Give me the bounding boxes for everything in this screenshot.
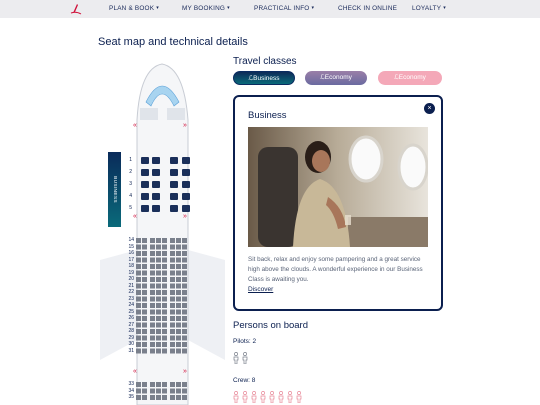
- row-number: 24: [128, 302, 134, 308]
- crew-icon: [296, 391, 302, 403]
- row-number: 22: [128, 289, 134, 295]
- exit-chevron-icon: »: [183, 368, 187, 375]
- economy-seat[interactable]: [170, 258, 175, 263]
- economy-seat[interactable]: [142, 284, 147, 289]
- economy-seat[interactable]: [142, 382, 147, 387]
- economy-seat[interactable]: [162, 245, 167, 250]
- economy-seat[interactable]: [142, 271, 147, 276]
- economy-seat[interactable]: [136, 395, 141, 400]
- economy-seat[interactable]: [162, 329, 167, 334]
- economy-seat[interactable]: [156, 238, 161, 243]
- economy-seat[interactable]: [170, 323, 175, 328]
- economy-seat[interactable]: [150, 290, 155, 295]
- economy-seat[interactable]: [170, 342, 175, 347]
- economy-seat[interactable]: [156, 303, 161, 308]
- economy-seat[interactable]: [150, 342, 155, 347]
- card-description: Sit back, relax and enjoy some pampering and a great service high above the clouds. A wonderful experience in our Business Class is awaiting you.: [248, 256, 423, 283]
- economy-seat[interactable]: [142, 310, 147, 315]
- exit-chevron-icon: «: [133, 368, 137, 375]
- economy-seat[interactable]: [170, 238, 175, 243]
- economy-seat[interactable]: [142, 342, 147, 347]
- close-icon[interactable]: ×: [424, 103, 435, 114]
- economy-seat[interactable]: [176, 342, 181, 347]
- economy-seat[interactable]: [150, 310, 155, 315]
- economy-seat[interactable]: [142, 303, 147, 308]
- economy-seat[interactable]: [176, 389, 181, 394]
- crew-icon: [242, 391, 248, 403]
- pilot-icon: [242, 352, 248, 364]
- economy-seat[interactable]: [182, 277, 187, 282]
- economy-class-button[interactable]: ℒEconomy: [305, 71, 367, 85]
- economy-seat[interactable]: [162, 389, 167, 394]
- business-seat[interactable]: [141, 193, 149, 200]
- row-number: 21: [128, 282, 134, 289]
- economy-seat[interactable]: [170, 284, 175, 289]
- economy-seat[interactable]: [136, 297, 141, 302]
- economy-seat[interactable]: [182, 303, 187, 308]
- row-number: 34: [128, 387, 134, 394]
- economy-seat[interactable]: [150, 258, 155, 263]
- economy-seat[interactable]: [182, 258, 187, 263]
- economy-seat[interactable]: [176, 395, 181, 400]
- economy-seat[interactable]: [136, 271, 141, 276]
- row-number: 18: [128, 263, 134, 269]
- nav-loyalty[interactable]: LOYALTY ▾: [412, 5, 446, 12]
- exit-chevron-icon: «: [133, 122, 137, 129]
- chevron-down-icon: ▾: [227, 5, 230, 11]
- economy-seat[interactable]: [156, 389, 161, 394]
- exit-chevron-icon: »: [183, 122, 187, 129]
- business-seat[interactable]: [170, 181, 178, 188]
- business-seat[interactable]: [182, 157, 190, 164]
- row-number: 17: [128, 256, 134, 263]
- economy-seat[interactable]: [136, 329, 141, 334]
- economy-seat[interactable]: [170, 245, 175, 250]
- economy-seat[interactable]: [170, 310, 175, 315]
- crew-icon: [260, 391, 266, 403]
- economy-seat[interactable]: [182, 382, 187, 387]
- economy-seat[interactable]: [182, 323, 187, 328]
- economy-seat[interactable]: [156, 329, 161, 334]
- economy-seat[interactable]: [176, 290, 181, 295]
- economy-seat[interactable]: [156, 277, 161, 282]
- business-seat[interactable]: [152, 169, 160, 176]
- economy-seat[interactable]: [136, 389, 141, 394]
- economy-seat[interactable]: [156, 258, 161, 263]
- economy-seat[interactable]: [142, 264, 147, 269]
- economy-seat[interactable]: [136, 382, 141, 387]
- economy-seat[interactable]: [182, 238, 187, 243]
- economy-seat[interactable]: [176, 277, 181, 282]
- economy-seat[interactable]: [176, 323, 181, 328]
- seat-map: [100, 60, 225, 405]
- top-nav-bar: [0, 0, 540, 18]
- economy-seat[interactable]: [182, 349, 187, 354]
- business-cabin-photo: [248, 127, 428, 247]
- economy-seat[interactable]: [162, 297, 167, 302]
- economy-seat[interactable]: [162, 290, 167, 295]
- economy-seat[interactable]: [150, 395, 155, 400]
- economy-seat[interactable]: [142, 251, 147, 256]
- economy-seat[interactable]: [176, 238, 181, 243]
- economy-seat[interactable]: [176, 271, 181, 276]
- economy-seat[interactable]: [150, 238, 155, 243]
- business-section-tab: BUSINESS: [108, 152, 121, 227]
- business-class-button[interactable]: ℒBusiness: [233, 71, 295, 85]
- economy-seat[interactable]: [170, 329, 175, 334]
- persons-on-board-title: Persons on board: [233, 320, 308, 331]
- row-number: 30: [128, 341, 134, 347]
- economy-seat[interactable]: [182, 389, 187, 394]
- economy-light-class-button[interactable]: ℒEconomy: [378, 71, 442, 85]
- economy-seat[interactable]: [182, 245, 187, 250]
- row-number: 20: [128, 276, 134, 282]
- economy-seat[interactable]: [162, 251, 167, 256]
- business-seat[interactable]: [182, 193, 190, 200]
- economy-seat[interactable]: [182, 271, 187, 276]
- economy-seat[interactable]: [162, 271, 167, 276]
- economy-seat[interactable]: [156, 316, 161, 321]
- economy-seat[interactable]: [170, 389, 175, 394]
- business-seat[interactable]: [141, 181, 149, 188]
- economy-seat[interactable]: [170, 395, 175, 400]
- economy-seat[interactable]: [170, 349, 175, 354]
- economy-seat[interactable]: [182, 297, 187, 302]
- economy-seat[interactable]: [182, 264, 187, 269]
- economy-seat[interactable]: [136, 316, 141, 321]
- economy-seat[interactable]: [162, 303, 167, 308]
- economy-seat[interactable]: [170, 382, 175, 387]
- economy-seat[interactable]: [150, 329, 155, 334]
- economy-seat[interactable]: [142, 245, 147, 250]
- crew-icon: [287, 391, 293, 403]
- airline-logo-icon[interactable]: [70, 2, 82, 15]
- business-seat[interactable]: [170, 193, 178, 200]
- economy-seat[interactable]: [162, 310, 167, 315]
- nav-plan-book[interactable]: PLAN & BOOK ▾: [109, 5, 159, 12]
- economy-seat[interactable]: [162, 264, 167, 269]
- economy-seat[interactable]: [150, 336, 155, 341]
- economy-seat[interactable]: [142, 290, 147, 295]
- pilots-label: Pilots: 2: [233, 338, 257, 345]
- row-number: 19: [128, 269, 134, 276]
- economy-seat[interactable]: [176, 258, 181, 263]
- economy-seat[interactable]: [182, 316, 187, 321]
- chevron-down-icon: ▾: [443, 5, 446, 11]
- economy-seat[interactable]: [142, 323, 147, 328]
- business-seat[interactable]: [170, 205, 178, 212]
- economy-seat[interactable]: [182, 395, 187, 400]
- economy-seat[interactable]: [162, 258, 167, 263]
- row-number: 15: [128, 243, 134, 250]
- economy-seat[interactable]: [136, 251, 141, 256]
- economy-seat[interactable]: [176, 284, 181, 289]
- economy-seat[interactable]: [150, 297, 155, 302]
- economy-seat[interactable]: [142, 349, 147, 354]
- row-number: 1: [129, 157, 132, 163]
- crew-icon: [233, 391, 239, 403]
- economy-seat[interactable]: [162, 382, 167, 387]
- economy-seat[interactable]: [170, 251, 175, 256]
- economy-seat[interactable]: [136, 245, 141, 250]
- economy-seat[interactable]: [156, 245, 161, 250]
- economy-seat[interactable]: [136, 342, 141, 347]
- card-title: Business: [248, 110, 287, 121]
- row-number: 28: [128, 328, 134, 334]
- business-seat[interactable]: [170, 157, 178, 164]
- economy-seat[interactable]: [162, 395, 167, 400]
- economy-seat[interactable]: [170, 336, 175, 341]
- economy-seat[interactable]: [162, 284, 167, 289]
- economy-seat[interactable]: [150, 389, 155, 394]
- economy-seat[interactable]: [170, 277, 175, 282]
- row-number: 14: [128, 237, 134, 243]
- economy-seat[interactable]: [156, 382, 161, 387]
- economy-seat[interactable]: [176, 297, 181, 302]
- economy-seat[interactable]: [162, 316, 167, 321]
- business-seat[interactable]: [141, 169, 149, 176]
- economy-seat[interactable]: [150, 316, 155, 321]
- row-number: 16: [128, 250, 134, 256]
- economy-seat[interactable]: [156, 349, 161, 354]
- travel-classes-title: Travel classes: [233, 56, 297, 67]
- discover-link[interactable]: Discover: [248, 286, 274, 293]
- economy-seat[interactable]: [170, 290, 175, 295]
- economy-seat[interactable]: [176, 316, 181, 321]
- row-number: 2: [129, 169, 132, 175]
- class-info-card: [233, 95, 443, 311]
- economy-seat[interactable]: [176, 382, 181, 387]
- page-title: Seat map and technical details: [98, 36, 248, 48]
- economy-seat[interactable]: [176, 336, 181, 341]
- economy-seat[interactable]: [162, 349, 167, 354]
- economy-seat[interactable]: [156, 251, 161, 256]
- economy-seat[interactable]: [150, 284, 155, 289]
- business-seat[interactable]: [152, 181, 160, 188]
- economy-seat[interactable]: [182, 329, 187, 334]
- row-number: 26: [128, 315, 134, 321]
- crew-icon: [251, 391, 257, 403]
- economy-seat[interactable]: [142, 395, 147, 400]
- row-number: 23: [128, 295, 134, 302]
- business-seat[interactable]: [182, 169, 190, 176]
- chevron-down-icon: ▾: [156, 5, 159, 11]
- economy-seat[interactable]: [142, 297, 147, 302]
- economy-seat[interactable]: [142, 316, 147, 321]
- row-number: 31: [128, 347, 134, 354]
- row-number: 25: [128, 308, 134, 315]
- economy-seat[interactable]: [136, 290, 141, 295]
- crew-label: Crew: 8: [233, 377, 256, 384]
- economy-seat[interactable]: [176, 310, 181, 315]
- economy-seat[interactable]: [176, 329, 181, 334]
- economy-seat[interactable]: [150, 264, 155, 269]
- economy-seat[interactable]: [136, 310, 141, 315]
- row-number: 35: [128, 394, 134, 400]
- economy-seat[interactable]: [136, 284, 141, 289]
- business-seat[interactable]: [141, 205, 149, 212]
- nav-practical-info[interactable]: PRACTICAL INFO ▾: [254, 5, 315, 12]
- economy-seat[interactable]: [142, 238, 147, 243]
- economy-seat[interactable]: [182, 310, 187, 315]
- economy-seat[interactable]: [176, 251, 181, 256]
- airline-glyph-icon: ℒ: [320, 74, 325, 81]
- economy-seat[interactable]: [156, 271, 161, 276]
- business-seat[interactable]: [182, 205, 190, 212]
- economy-seat[interactable]: [136, 323, 141, 328]
- economy-seat[interactable]: [136, 349, 141, 354]
- airline-glyph-icon: ℒ: [248, 75, 254, 82]
- pilot-icon: [233, 352, 239, 364]
- economy-seat[interactable]: [142, 389, 147, 394]
- business-seat[interactable]: [170, 169, 178, 176]
- business-seat[interactable]: [152, 193, 160, 200]
- economy-seat[interactable]: [142, 277, 147, 282]
- economy-seat[interactable]: [182, 284, 187, 289]
- economy-seat[interactable]: [150, 245, 155, 250]
- economy-seat[interactable]: [182, 290, 187, 295]
- economy-seat[interactable]: [156, 284, 161, 289]
- economy-seat[interactable]: [162, 336, 167, 341]
- economy-seat[interactable]: [136, 258, 141, 263]
- economy-seat[interactable]: [150, 349, 155, 354]
- row-number: 29: [128, 334, 134, 341]
- economy-seat[interactable]: [150, 303, 155, 308]
- business-seat[interactable]: [152, 157, 160, 164]
- row-number: 4: [129, 193, 132, 199]
- economy-seat[interactable]: [142, 258, 147, 263]
- economy-seat[interactable]: [156, 323, 161, 328]
- economy-seat[interactable]: [156, 342, 161, 347]
- economy-seat[interactable]: [170, 271, 175, 276]
- economy-seat[interactable]: [176, 245, 181, 250]
- economy-seat[interactable]: [162, 277, 167, 282]
- airline-glyph-icon: ℒ: [394, 74, 399, 81]
- economy-seat[interactable]: [156, 290, 161, 295]
- crew-icon: [269, 391, 275, 403]
- economy-seat[interactable]: [162, 238, 167, 243]
- economy-seat[interactable]: [136, 277, 141, 282]
- exit-chevron-icon: »: [183, 213, 187, 220]
- economy-seat[interactable]: [156, 310, 161, 315]
- economy-seat[interactable]: [150, 277, 155, 282]
- economy-seat[interactable]: [170, 316, 175, 321]
- exit-chevron-icon: «: [133, 213, 137, 220]
- economy-seat[interactable]: [176, 264, 181, 269]
- economy-seat[interactable]: [182, 336, 187, 341]
- economy-seat[interactable]: [170, 264, 175, 269]
- nav-check-in-online[interactable]: CHECK IN ONLINE: [338, 5, 398, 12]
- economy-seat[interactable]: [136, 238, 141, 243]
- economy-seat[interactable]: [156, 395, 161, 400]
- business-seat[interactable]: [182, 181, 190, 188]
- row-number: 3: [129, 181, 132, 187]
- economy-seat[interactable]: [150, 323, 155, 328]
- row-number: 33: [128, 381, 134, 387]
- economy-seat[interactable]: [156, 264, 161, 269]
- economy-seat[interactable]: [170, 297, 175, 302]
- economy-seat[interactable]: [136, 264, 141, 269]
- business-seat[interactable]: [141, 157, 149, 164]
- chevron-down-icon: ▾: [311, 5, 315, 11]
- economy-seat[interactable]: [176, 303, 181, 308]
- row-number: 5: [129, 205, 132, 211]
- economy-seat[interactable]: [182, 251, 187, 256]
- economy-seat[interactable]: [162, 323, 167, 328]
- economy-seat[interactable]: [136, 336, 141, 341]
- economy-seat[interactable]: [150, 382, 155, 387]
- business-seat[interactable]: [152, 205, 160, 212]
- economy-seat[interactable]: [142, 336, 147, 341]
- economy-seat[interactable]: [156, 297, 161, 302]
- economy-seat[interactable]: [176, 349, 181, 354]
- economy-seat[interactable]: [136, 303, 141, 308]
- economy-seat[interactable]: [150, 251, 155, 256]
- crew-icon: [278, 391, 284, 403]
- economy-seat[interactable]: [182, 342, 187, 347]
- economy-seat[interactable]: [150, 271, 155, 276]
- nav-my-booking[interactable]: MY BOOKING ▾: [182, 5, 230, 12]
- economy-seat[interactable]: [170, 303, 175, 308]
- economy-seat[interactable]: [142, 329, 147, 334]
- economy-seat[interactable]: [156, 336, 161, 341]
- row-number: 27: [128, 321, 134, 328]
- economy-seat[interactable]: [162, 342, 167, 347]
